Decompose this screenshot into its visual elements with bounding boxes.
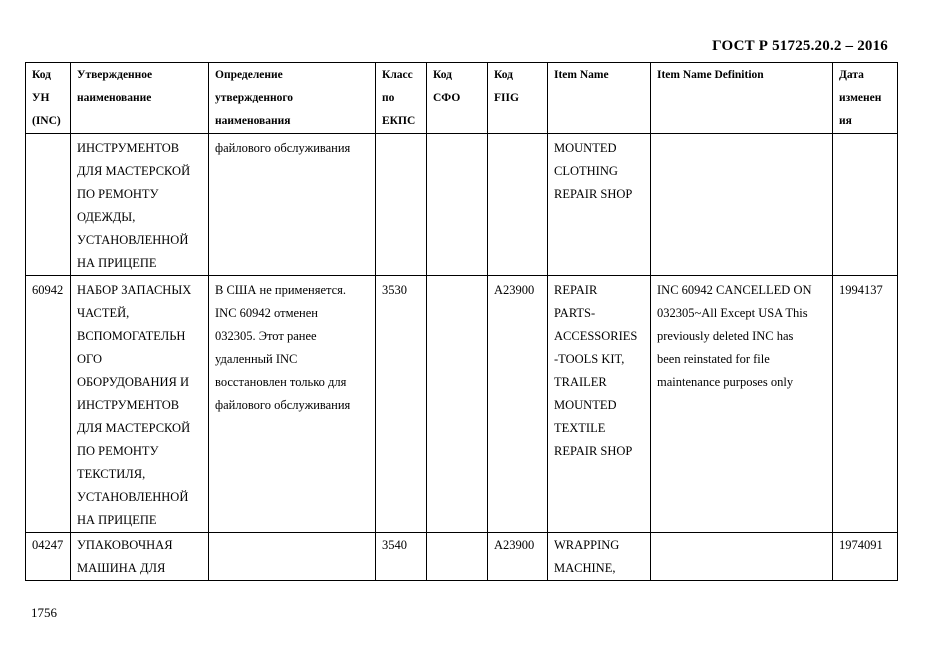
table-row [26,134,898,276]
cell-item-name-definition [651,533,833,581]
cell-item-name-definition [651,134,833,276]
cell-sfo [427,533,488,581]
header-date: Дата изменен ия [833,63,898,134]
table-header-row [26,63,898,134]
cell-item-name-definition: INC 60942 CANCELLED ON 032305~All Except USA This previously deleted INC has been reinstated for file maintenance purposes only [651,276,833,533]
header-item-name-definition: Item Name Definition [651,63,833,134]
page-number: 1756 [31,605,57,620]
cell-sfo [427,276,488,533]
cell-approved-name: ИНСТРУМЕНТОВ ДЛЯ МАСТЕРСКОЙ ПО РЕМОНТУ ОДЕЖДЫ, УСТАНОВЛЕННОЙ НА ПРИЦЕПЕ [71,134,209,276]
document-standard-header: ГОСТ Р 51725.20.2 – 2016 [712,38,888,54]
cell-class [376,134,427,276]
cell-class: 3530 [376,276,427,533]
header-fiig: Код FIIG [488,63,548,134]
cell-date: 1974091 [833,533,898,581]
cell-item-name: WRAPPING MACHINE, [548,533,651,581]
header-item-name: Item Name [548,63,651,134]
header-sfo: Код СФО [427,63,488,134]
cell-inc: 60942 [26,276,71,533]
header-class: Класс по ЕКПС [376,63,427,134]
header-definition: Определение утвержденного наименования [209,63,376,134]
cell-item-name: MOUNTED CLOTHING REPAIR SHOP [548,134,651,276]
cell-definition [209,533,376,581]
header-approved-name: Утвержденное наименование [71,63,209,134]
header-inc: Код УН (INC) [26,63,71,134]
cell-fiig [488,134,548,276]
cell-date: 1994137 [833,276,898,533]
cell-approved-name: НАБОР ЗАПАСНЫХ ЧАСТЕЙ, ВСПОМОГАТЕЛЬН ОГО ОБОРУДОВАНИЯ И ИНСТРУМЕНТОВ ДЛЯ МАСТЕРСКОЙ ПО РЕМОНТУ ТЕКСТИЛЯ, УСТАНОВЛЕННОЙ НА ПРИЦЕПЕ [71,276,209,533]
cell-definition: В США не применяется. INC 60942 отменен 032305. Этот ранее удаленный INC восстановлен только для файлового обслуживания [209,276,376,533]
cell-inc [26,134,71,276]
cell-approved-name: УПАКОВОЧНАЯ МАШИНА ДЛЯ [71,533,209,581]
cell-definition: файлового обслуживания [209,134,376,276]
table-row [26,533,898,581]
cell-class: 3540 [376,533,427,581]
table-row [26,276,898,533]
cell-item-name: REPAIR PARTS- ACCESSORIES -TOOLS KIT, TRAILER MOUNTED TEXTILE REPAIR SHOP [548,276,651,533]
cell-sfo [427,134,488,276]
cell-fiig: A23900 [488,276,548,533]
cell-inc: 04247 [26,533,71,581]
cell-date [833,134,898,276]
cell-fiig: A23900 [488,533,548,581]
registry-table [25,62,898,581]
